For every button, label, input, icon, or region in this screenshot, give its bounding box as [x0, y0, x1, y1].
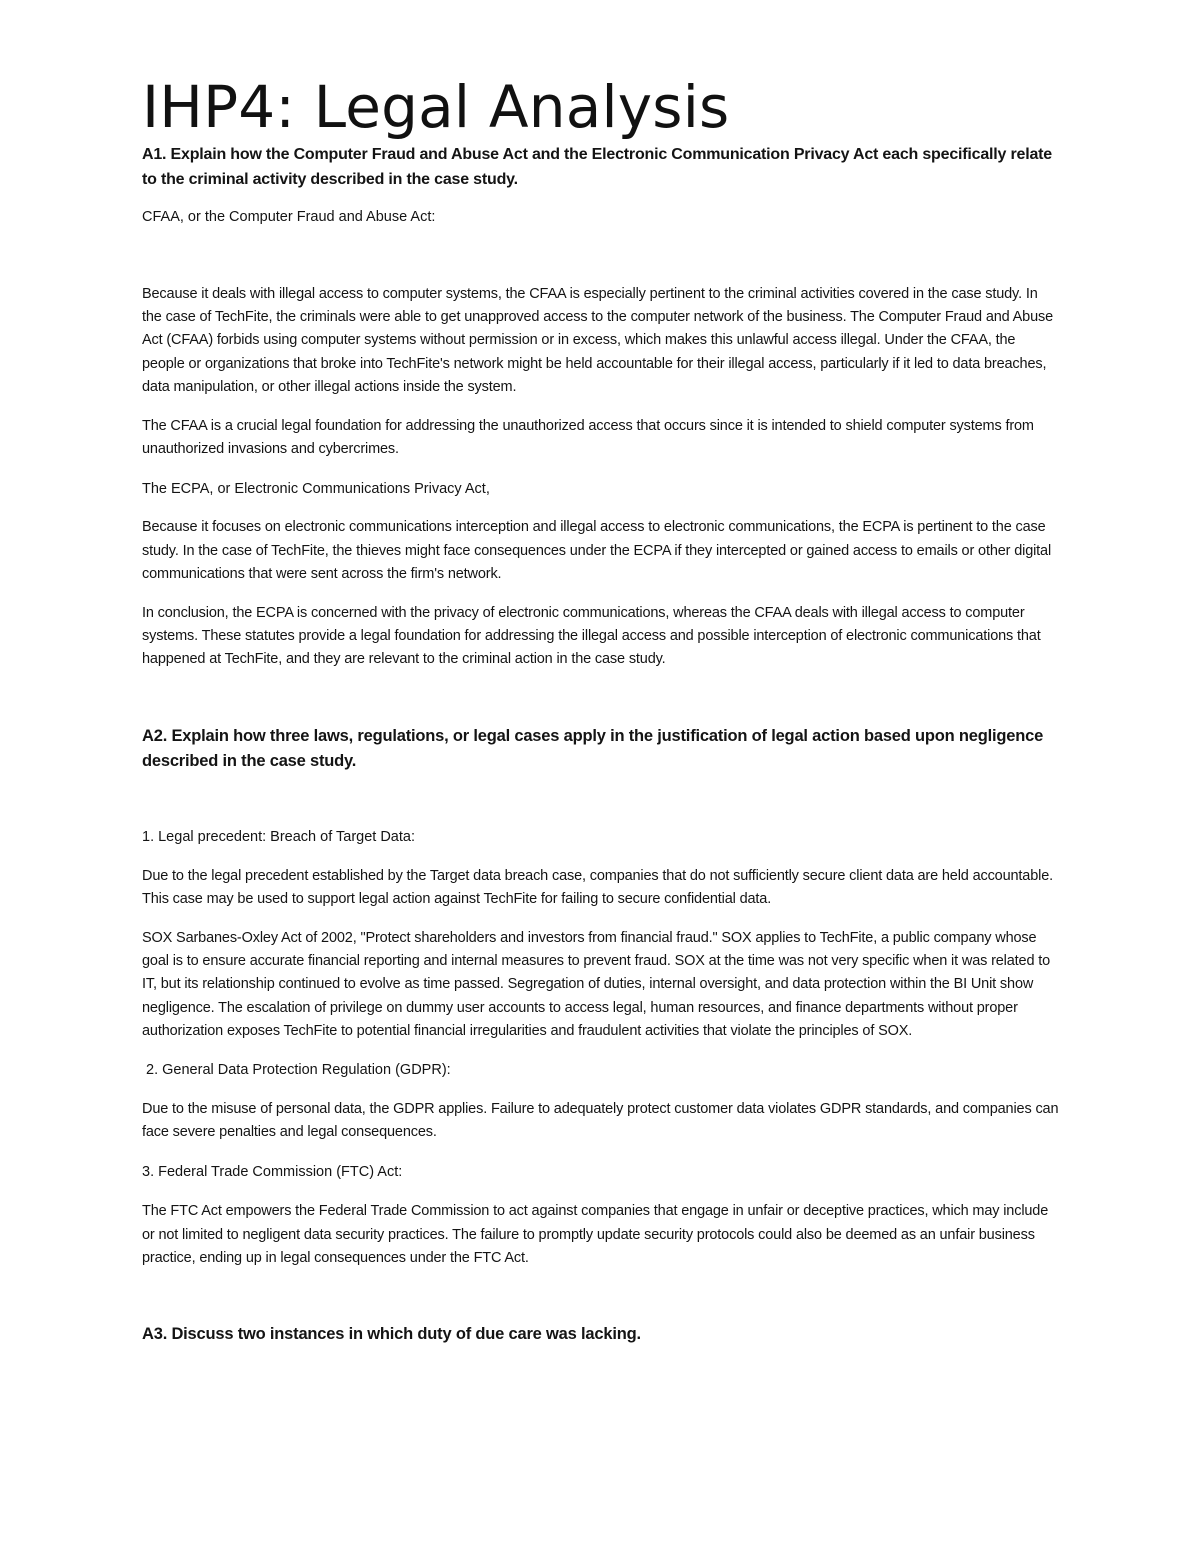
cfaa-paragraph-2: The CFAA is a crucial legal foundation for addressing the unauthorized access that occurs since it is intended to shield computer systems from unauthorized invasions and cybercrimes.: [142, 418, 1034, 458]
item2-heading: 2. General Data Protection Regulation (GDPR):: [142, 1062, 451, 1079]
document-page: [142, 74, 1060, 1347]
item1-heading: 1. Legal precedent: Breach of Target Data:: [142, 828, 415, 845]
question-a2: A2. Explain how three laws, regulations, or legal cases apply in the justification of legal action based upon negligence described in the case study.: [142, 726, 1044, 770]
ecpa-paragraph-1: Because it focuses on electronic communications interception and illegal access to electronic communications, the ECPA is pertinent to the case study. In the case of TechFite, the thieves might face consequences under the ECPA if they intercepted or gained access to emails or other digital communications that were sent across the firm's network.: [142, 519, 1052, 582]
cfaa-heading: CFAA, or the Computer Fraud and Abuse Act:: [142, 209, 436, 225]
question-a3: A3. Discuss two instances in which duty of due care was lacking.: [142, 1325, 641, 1344]
cfaa-paragraph-1: Because it deals with illegal access to computer systems, the CFAA is especially pertinent to the criminal activities covered in the case study. In the case of TechFite, the criminals were able to get unapproved access to the computer network of the business. The Computer Fraud and Abuse Act (CFAA) forbids using computer systems without permission or in excess, which makes this unlawful access illegal. Under the CFAA, the people or organizations that broke into TechFite's network might be held accountable for their illegal access, particularly if it led to data breaches, data manipulation, or other illegal actions inside the system.: [142, 286, 1054, 395]
item1-paragraph-1: Due to the legal precedent established by the Target data breach case, companies that do not sufficiently secure client data are held accountable. This case may be used to support legal action against TechFite for failing to secure confidential data.: [142, 867, 1054, 907]
item1-paragraph-2: SOX Sarbanes-Oxley Act of 2002, "Protect shareholders and investors from financial fraud." SOX applies to TechFite, a public company whose goal is to ensure accurate financial reporting and internal measures to prevent fraud. SOX at the time was not very specific when it was related to IT, but its relationship continued to evolve as time passed. Segregation of duties, internal oversight, and data protection within the BI Unit show negligence. The escalation of privilege on dummy user accounts to access legal, human resources, and finance departments without proper authorization exposes TechFite to potential financial irregularities and fraudulent activities that violate the principles of SOX.: [142, 930, 1051, 1039]
item3-heading: 3. Federal Trade Commission (FTC) Act:: [142, 1164, 403, 1181]
document-title: IHP4: Legal Analysis: [142, 73, 730, 141]
item3-paragraph-1: The FTC Act empowers the Federal Trade Commission to act against companies that engage in unfair or deceptive practices, which may include or not limited to negligent data security practices. The failure to promptly update security protocols could also be deemed as an unfair business practice, ending up in legal consequences under the FTC Act.: [142, 1203, 1049, 1266]
ecpa-heading: The ECPA, or Electronic Communications Privacy Act,: [142, 481, 490, 498]
a1-conclusion: In conclusion, the ECPA is concerned with the privacy of electronic communications, whereas the CFAA deals with illegal access to computer systems. These statutes provide a legal foundation for addressing the illegal access and possible interception of electronic communications that happened at TechFite, and they are relevant to the criminal action in the case study.: [142, 605, 1041, 668]
question-a1: A1. Explain how the Computer Fraud and Abuse Act and the Electronic Communication Privacy Act each specifically relate to the criminal activity described in the case study.: [142, 146, 1052, 188]
item2-paragraph-1: Due to the misuse of personal data, the GDPR applies. Failure to adequately protect customer data violates GDPR standards, and companies can face severe penalties and legal consequences.: [142, 1101, 1059, 1141]
